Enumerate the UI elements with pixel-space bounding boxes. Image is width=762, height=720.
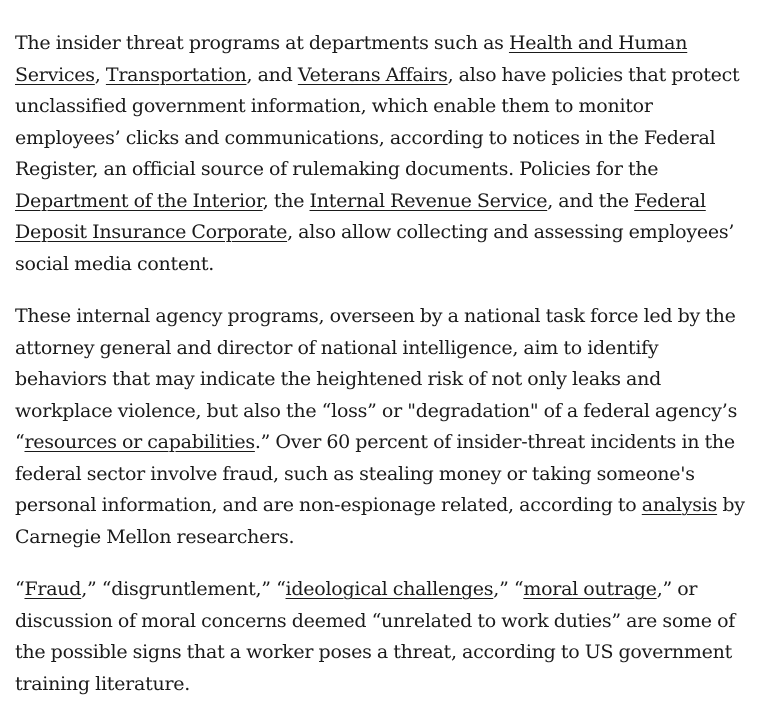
- link-ideological-challenges[interactable]: ideological challenges: [285, 578, 494, 600]
- text-segment: , also have policies that protect unclassified government information, which enable them to monitor employees’ clicks and communications, according to notices in the Federal Register, an official source of rulemaking documents. Policies for the: [15, 63, 740, 180]
- link-health-and-human-services[interactable]: Health and Human Services: [15, 32, 688, 86]
- text-segment: .” Over 60 percent of insider-threat incidents in the federal sector involve fraud, such as stealing money or taking someone's personal information, and are non-espionage related, according to: [15, 431, 735, 516]
- link-moral-outrage[interactable]: moral outrage: [523, 578, 657, 600]
- link-federal-deposit-insurance-corporate[interactable]: Federal Deposit Insurance Corporate: [15, 189, 706, 243]
- paragraph-3: [15, 574, 748, 700]
- text-segment: , the: [262, 189, 310, 212]
- text-segment: The insider threat programs at departments such as: [15, 32, 509, 54]
- text-segment: ,” “: [493, 578, 524, 600]
- link-resources-or-capabilities[interactable]: resources or capabilities: [24, 431, 255, 453]
- text-segment: , also allow collecting and assessing employees’ social media content.: [15, 221, 735, 275]
- link-analysis[interactable]: analysis: [641, 494, 718, 516]
- link-internal-revenue-service[interactable]: Internal Revenue Service: [309, 189, 548, 212]
- paragraph-1: [15, 28, 748, 280]
- text-segment: , and: [246, 63, 298, 86]
- paragraph-2: [15, 301, 748, 553]
- link-fraud[interactable]: Fraud: [24, 578, 82, 600]
- text-segment: , and the: [547, 189, 635, 212]
- text-segment: ,” “disgruntlement,” “: [81, 578, 286, 600]
- link-transportation[interactable]: Transportation: [105, 63, 247, 86]
- text-segment: “: [15, 578, 25, 600]
- text-segment: by Carnegie Mellon researchers.: [15, 494, 745, 548]
- link-department-of-the-interior[interactable]: Department of the Interior: [15, 189, 263, 212]
- text-segment: These internal agency programs, overseen by a national task force led by the attorney general and director of national intelligence, aim to identify behaviors that may indicate the heightened risk of not only leaks and workplace violence, but also the “loss” or "degradation" of a federal agency’s “: [15, 305, 738, 453]
- text-segment: ,” or discussion of moral concerns deemed “unrelated to work duties” are some of the possible signs that a worker poses a threat, according to US government training literature.: [15, 578, 736, 695]
- text-segment: ,: [94, 63, 106, 86]
- link-veterans-affairs[interactable]: Veterans Affairs: [297, 63, 448, 86]
